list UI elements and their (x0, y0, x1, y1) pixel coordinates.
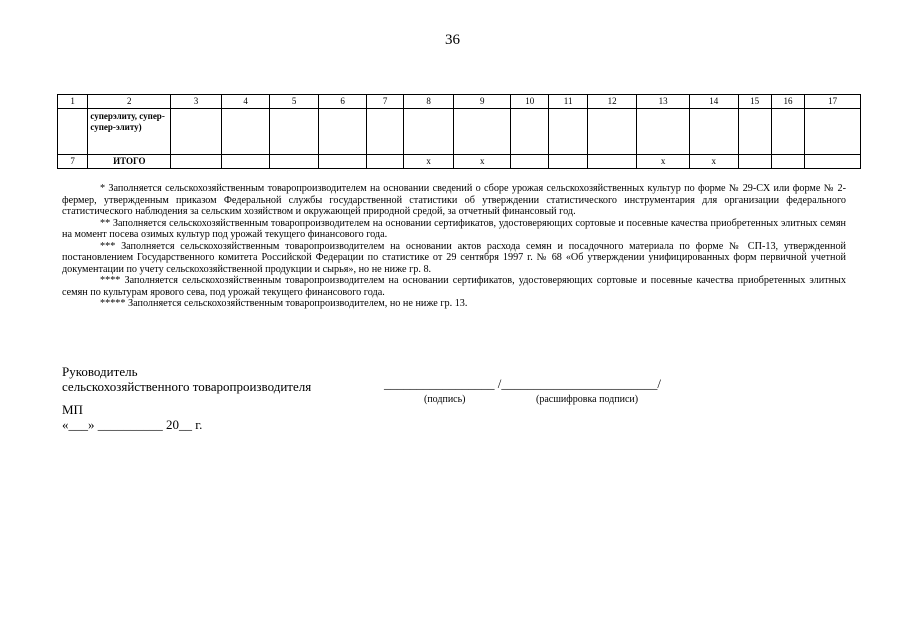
column-number: 7 (367, 95, 403, 109)
table-cell (58, 109, 88, 155)
table-cell: х (454, 155, 511, 169)
footnote: ***** Заполняется сельскохозяйственным товаропроизводителем, но не ниже гр. 13. (100, 298, 468, 309)
table-cell (738, 155, 771, 169)
table-cell (511, 109, 549, 155)
table-cell (270, 109, 319, 155)
table-row (58, 109, 861, 155)
table-cell (587, 109, 637, 155)
column-number: 16 (771, 95, 804, 109)
table-cell: х (637, 155, 690, 169)
table-cell (221, 155, 270, 169)
footnote: *** Заполняется сельскохозяйственным товаропроизводителем на основании актов расхода семян и посадочного материала по форме № СП-13, утвержденной постановлением Государственного комитета Российской Федерации по статистике от 29 сентября 1997 г. № 68 «Об утверждении унифицированных форм первичной учетной документации по учету сельскохозяйственной продукции и сырья», но не ниже гр. 8. (62, 240, 846, 275)
data-table (57, 94, 861, 169)
signature-caption: (подпись) (424, 394, 466, 405)
footnote: **** Заполняется сельскохозяйственным товаропроизводителем на основании сертификатов, удостоверяющих сортовые и посевные качества приобретенных элитных семян по культурам ярового сева, под урожай текущего финансового года. (62, 275, 846, 298)
column-number: 10 (511, 95, 549, 109)
column-number: 17 (805, 95, 861, 109)
table-cell (511, 155, 549, 169)
column-number: 11 (549, 95, 587, 109)
table-header-row (58, 95, 861, 109)
table-cell (171, 109, 222, 155)
decode-caption: (расшифровка подписи) (536, 394, 639, 405)
table-cell: х (689, 155, 738, 169)
signature-title-line: сельскохозяйственного товаропроизводителя (62, 379, 312, 394)
table-cell (771, 155, 804, 169)
column-number: 15 (738, 95, 771, 109)
table-cell (689, 109, 738, 155)
table-cell (738, 109, 771, 155)
column-number: 4 (221, 95, 270, 109)
table-cell (637, 109, 690, 155)
signature-title-line: Руководитель (62, 364, 138, 379)
column-number: 14 (689, 95, 738, 109)
signature-title (62, 364, 311, 394)
column-number: 5 (270, 95, 319, 109)
column-number: 2 (88, 95, 171, 109)
footnotes (62, 183, 846, 310)
table-cell (403, 109, 454, 155)
footnote: ** Заполняется сельскохозяйственным товаропроизводителем на основании сертификатов, удостоверяющих сортовые и посевные качества приобретенных элитных семян на момент посева озимых культур под урожай текущего финансового года. (62, 217, 846, 240)
table-cell (171, 155, 222, 169)
column-number: 13 (637, 95, 690, 109)
page-number: 36 (445, 32, 460, 48)
table-cell (318, 155, 367, 169)
column-number: 8 (403, 95, 454, 109)
table-cell: суперэлиту, супер-супер-элиту) (88, 109, 171, 155)
table-cell (367, 155, 403, 169)
column-number: 1 (58, 95, 88, 109)
table-row (58, 155, 861, 169)
footnote: * Заполняется сельскохозяйственным товаропроизводителем на основании сведений о сборе урожая сельскохозяйственных культур по форме № 29-СХ или форме № 2-фермер, утвержденным приказом Федеральной службы государственной статистики об утверждении статистического инструментария для организации федерального статистического наблюдения за сельским хозяйством и окружающей природной средой, за отчетный финансовый год. (62, 183, 846, 217)
table-cell (805, 109, 861, 155)
table-cell (454, 109, 511, 155)
table-cell (270, 155, 319, 169)
table-cell (805, 155, 861, 169)
table-cell (549, 109, 587, 155)
date-line: «___» __________ 20__ г. (62, 417, 203, 432)
table-cell (221, 109, 270, 155)
column-number: 9 (454, 95, 511, 109)
table-cell (587, 155, 637, 169)
table-cell: ИТОГО (88, 155, 171, 169)
column-number: 6 (318, 95, 367, 109)
table-cell (771, 109, 804, 155)
table-cell (549, 155, 587, 169)
stamp-place: МП (62, 402, 83, 417)
table-cell: х (403, 155, 454, 169)
table-cell (318, 109, 367, 155)
signature-line: _________________ /________________________/ (384, 376, 661, 391)
column-number: 12 (587, 95, 637, 109)
table-cell (367, 109, 403, 155)
column-number: 3 (171, 95, 222, 109)
table-cell: 7 (58, 155, 88, 169)
